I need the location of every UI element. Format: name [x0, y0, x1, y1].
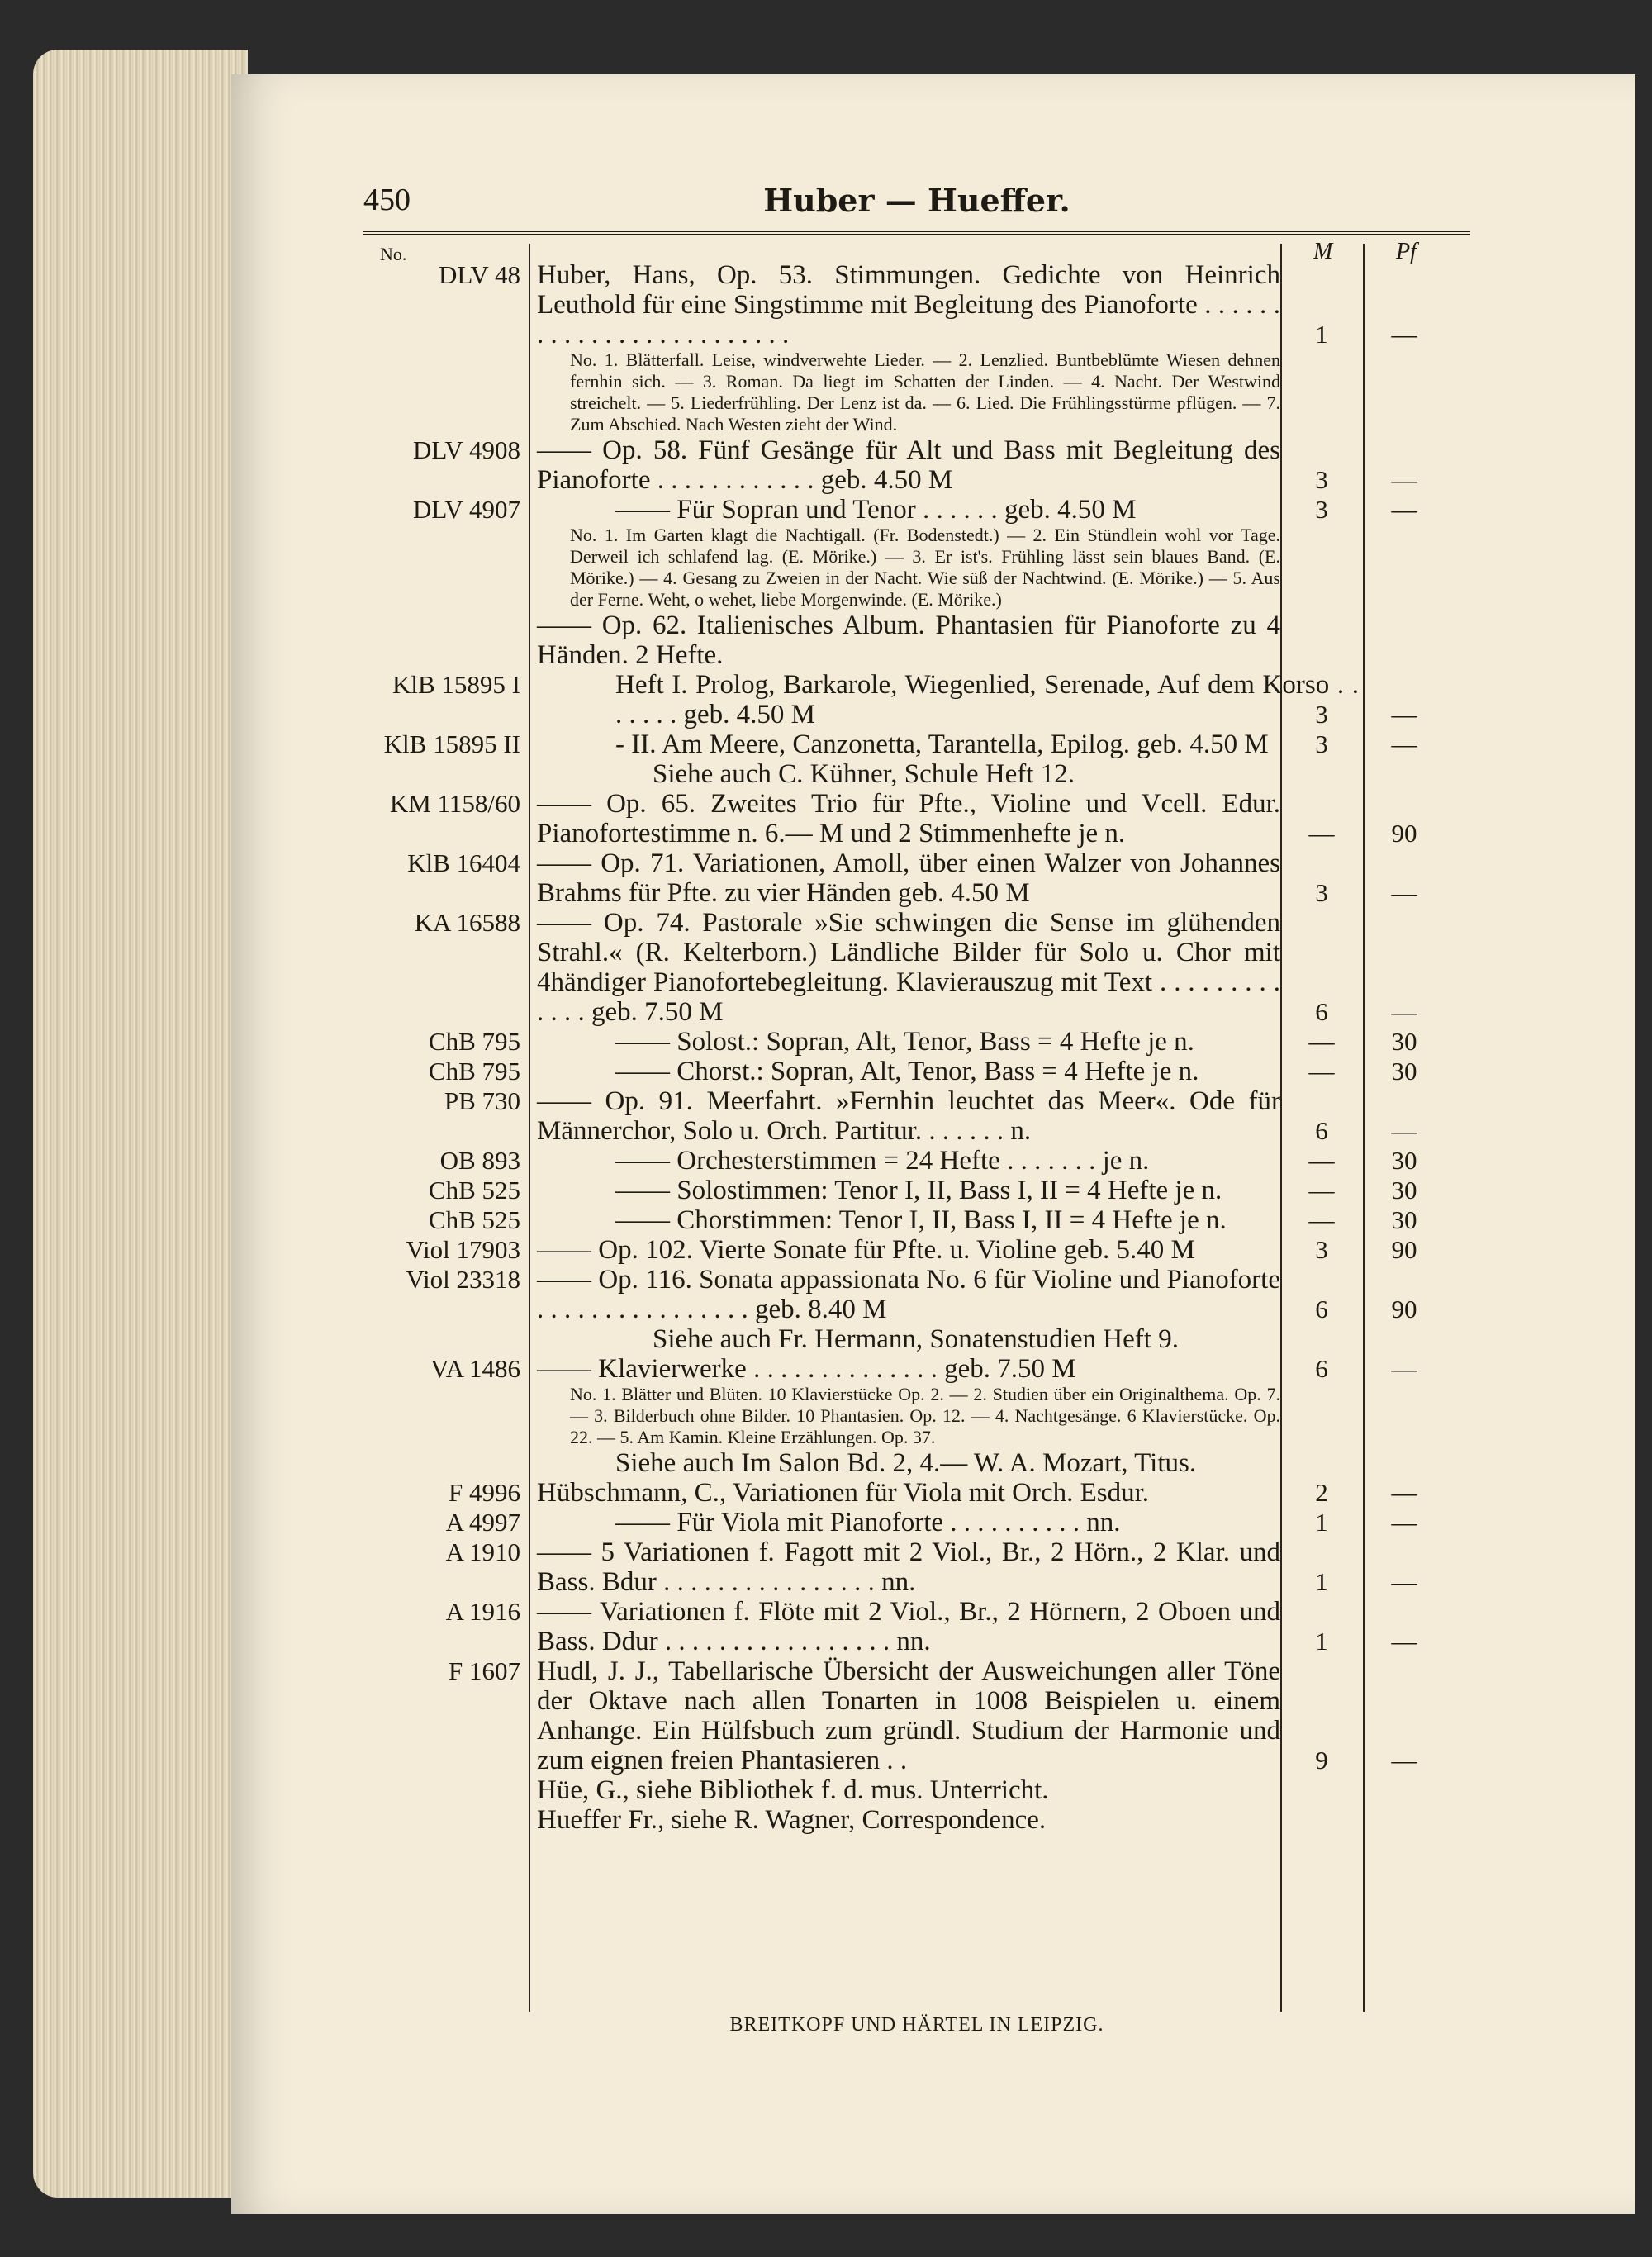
contents-note — [363, 1384, 1470, 1448]
contents-note — [363, 349, 1470, 435]
price-mark: — — [1308, 1176, 1335, 1205]
catalog-entry — [363, 1597, 1470, 1656]
running-title: Huber — Hueffer. — [763, 182, 1070, 219]
price-pfennig: 30 — [1391, 1057, 1417, 1086]
price-pfennig: — — [1391, 1354, 1417, 1383]
catalog-entry — [363, 759, 1470, 789]
price-pfennig: 90 — [1391, 1235, 1417, 1264]
price-mark: — — [1308, 819, 1335, 848]
entry-description: —— Orchesterstimmen = 24 Hefte . . . . . . . je n. — [615, 1146, 1150, 1176]
entry-description: —— Op. 91. Meerfahrt. »Fernhin leuchtet das Meer«. Ode für Männerchor, Solo u. Orch. Partitur. . . . . . . n. — [537, 1086, 1280, 1146]
entry-description: —— 5 Variationen f. Fagott mit 2 Viol., Br., 2 Hörn., 2 Klar. und Bass. Bdur . . . . . . . . . . . . . . . . nn. — [537, 1537, 1280, 1597]
catalog-entry — [363, 1265, 1470, 1324]
contents-note-text: No. 1. Im Garten klagt die Nachtigall. (Fr. Bodenstedt.) — 2. Ein Stündlein wohl vor Tage. Derweil ich schlafend lag. (E. Mörike.) — 3. Er ist's. Frühling lässt sein blaues Band. (E. Mörike.) — 4. Gesang zu Zweien in der Nacht. Wie süß der Nachtwind. (E. Mörike.) — 5. Aus der Ferne. Weht, o wehet, liebe Morgenwinde. (E. Mörike.) — [570, 525, 1280, 610]
catalog-entry — [363, 1146, 1470, 1176]
catalog-entry — [363, 1235, 1470, 1265]
entry-description: —— Solostimmen: Tenor I, II, Bass I, II = 4 Hefte je n. — [615, 1176, 1222, 1205]
price-mark: — — [1308, 1146, 1335, 1175]
catalog-entry — [363, 848, 1470, 908]
contents-note-text: No. 1. Blätter und Blüten. 10 Klavierstücke Op. 2. — 2. Studien über ein Originalthema. Op. 7. — 3. Bilderbuch ohne Bilder. 10 Phantasien. Op. 12. — 4. Nachtgesänge. 6 Klavierstücke. Op. 22. — 5. Am Kamin. Kleine Erzählungen. Op. 37. — [570, 1384, 1280, 1447]
plate-number: DLV 4908 — [412, 435, 520, 464]
book-page-edges — [33, 50, 248, 2198]
plate-number: Viol 23318 — [406, 1265, 520, 1294]
plate-number: ChB 525 — [428, 1205, 520, 1234]
catalog-entry — [363, 1086, 1470, 1146]
price-mark: 6 — [1315, 1354, 1328, 1383]
price-mark: 1 — [1315, 1627, 1328, 1656]
catalog-entry — [363, 1656, 1470, 1775]
catalog-entry — [363, 1324, 1470, 1354]
price-mark: 6 — [1315, 997, 1328, 1026]
plate-number: A 1910 — [445, 1537, 520, 1566]
plate-number: VA 1486 — [430, 1354, 520, 1383]
price-mark: 1 — [1315, 320, 1328, 349]
catalog-entry — [363, 1537, 1470, 1597]
entry-description: —— Op. 62. Italienisches Album. Phantasien für Pianoforte zu 4 Händen. 2 Hefte. — [537, 611, 1280, 670]
catalog-page — [231, 74, 1635, 2214]
catalog-entry — [363, 435, 1470, 495]
entry-description: —— Für Viola mit Pianoforte . . . . . . . . . . nn. — [615, 1508, 1121, 1537]
price-pfennig: — — [1391, 997, 1417, 1026]
entry-description: —— Chorstimmen: Tenor I, II, Bass I, II = 4 Hefte je n. — [615, 1205, 1227, 1235]
catalog-table — [363, 239, 1470, 1835]
price-mark: 3 — [1315, 495, 1328, 524]
publisher-footer: BREITKOPF UND HÄRTEL IN LEIPZIG. — [729, 2014, 1104, 2036]
entry-description: —— Op. 116. Sonata appassionata No. 6 für Violine und Pianoforte . . . . . . . . . . . . . . . . geb. 8.40 M — [537, 1265, 1280, 1324]
price-pfennig: 90 — [1391, 819, 1417, 848]
price-mark: — — [1308, 1057, 1335, 1086]
price-mark: 3 — [1315, 1235, 1328, 1264]
catalog-entry — [363, 729, 1470, 759]
entry-description: Siehe auch C. Kühner, Schule Heft 12. — [653, 759, 1075, 789]
price-pfennig: 30 — [1391, 1205, 1417, 1234]
plate-number: KlB 15895 I — [392, 670, 520, 699]
catalog-entry — [363, 1205, 1470, 1235]
price-mark: 9 — [1315, 1746, 1328, 1775]
catalog-entry — [363, 670, 1470, 729]
entry-description: - II. Am Meere, Canzonetta, Tarantella, Epilog. geb. 4.50 M — [615, 729, 1269, 759]
page-header — [363, 182, 1470, 231]
price-mark: 2 — [1315, 1478, 1328, 1507]
price-pfennig: — — [1391, 1116, 1417, 1145]
plate-number: KlB 15895 II — [383, 729, 520, 758]
plate-number: F 4996 — [449, 1478, 520, 1507]
catalog-entry — [363, 260, 1470, 349]
entry-description: Hübschmann, C., Variationen für Viola mit Orch. Esdur. — [537, 1478, 1150, 1508]
entry-description: Huber, Hans, Op. 53. Stimmungen. Gedichte von Heinrich Leuthold für eine Singstimme mit Begleitung des Pianoforte . . . . . . . . . . . . . . . . . . . . . . . . . — [537, 260, 1280, 349]
entry-description: —— Op. 102. Vierte Sonate für Pfte. u. Violine geb. 5.40 M — [537, 1235, 1195, 1265]
price-pfennig: 90 — [1391, 1295, 1417, 1323]
price-pfennig: — — [1391, 1567, 1417, 1596]
catalog-entry — [363, 789, 1470, 848]
catalog-entry — [363, 1508, 1470, 1537]
plate-number: KlB 16404 — [407, 848, 520, 877]
price-mark: 1 — [1315, 1567, 1328, 1596]
column-head-row — [363, 239, 1470, 264]
entry-description: Hudl, J. J., Tabellarische Übersicht der Ausweichungen aller Töne der Oktave nach allen Tonarten in 1008 Beispielen u. einem Anhange. Ein Hülfsbuch zum gründl. Studium der Harmonie und zum eignen freien Phantasieren . . — [537, 1656, 1280, 1775]
price-pfennig: — — [1391, 1627, 1417, 1656]
plate-number: A 4997 — [445, 1508, 520, 1537]
catalog-entry — [363, 1057, 1470, 1086]
price-mark: — — [1308, 1205, 1335, 1234]
plate-number: A 1916 — [445, 1597, 520, 1626]
price-pfennig: — — [1391, 878, 1417, 907]
entry-description: —— Chorst.: Sopran, Alt, Tenor, Bass = 4 Hefte je n. — [615, 1057, 1199, 1086]
column-head-no: No. — [380, 244, 407, 264]
entry-description: Hueffer Fr., siehe R. Wagner, Correspondence. — [537, 1805, 1047, 1835]
catalog-entry — [363, 611, 1470, 670]
catalog-entry — [363, 1478, 1470, 1508]
catalog-entry — [363, 1448, 1470, 1478]
plate-number: KM 1158/60 — [389, 789, 520, 818]
page-number: 450 — [363, 183, 411, 217]
price-pfennig: — — [1391, 465, 1417, 494]
catalog-entry — [363, 1354, 1470, 1384]
price-pfennig: — — [1391, 1508, 1417, 1537]
plate-number: DLV 48 — [438, 260, 520, 289]
price-pfennig: 30 — [1391, 1027, 1417, 1056]
entry-description: Siehe auch Im Salon Bd. 2, 4.— W. A. Mozart, Titus. — [615, 1448, 1197, 1478]
price-mark: 1 — [1315, 1508, 1328, 1537]
price-mark: 6 — [1315, 1116, 1328, 1145]
catalog-entry — [363, 1805, 1470, 1835]
entry-description: Heft I. Prolog, Barkarole, Wiegenlied, Serenade, Auf dem Korso . . . . . . . geb. 4.50 M — [615, 670, 1359, 729]
contents-note — [363, 525, 1470, 611]
entry-description: —— Variationen f. Flöte mit 2 Viol., Br., 2 Hörnern, 2 Oboen und Bass. Ddur . . . . . . . . . . . . . . . . . nn. — [537, 1597, 1280, 1656]
entry-description: —— Op. 65. Zweites Trio für Pfte., Violine und Vcell. Edur. Pianofortestimme n. 6.— M und 2 Stimmenhefte je n. — [537, 789, 1280, 848]
price-mark: 6 — [1315, 1295, 1328, 1323]
price-pfennig: — — [1391, 1478, 1417, 1507]
price-pfennig: — — [1391, 495, 1417, 524]
plate-number: ChB 795 — [428, 1057, 520, 1086]
plate-number: ChB 525 — [428, 1176, 520, 1205]
plate-number: KA 16588 — [414, 908, 520, 937]
catalog-entry — [363, 1176, 1470, 1205]
catalog-entry — [363, 908, 1470, 1027]
entry-description: —— Op. 74. Pastorale »Sie schwingen die Sense im glühenden Strahl.« (R. Kelterborn.) Ländliche Bilder für Solo u. Chor mit 4händiger Pianofortebegleitung. Klavierauszug mit Text . . . . . . . . . . . . . geb. 7.50 M — [537, 908, 1280, 1027]
plate-number: DLV 4907 — [412, 495, 520, 524]
plate-number: OB 893 — [439, 1146, 520, 1175]
price-pfennig: — — [1391, 700, 1417, 729]
price-mark: 3 — [1315, 878, 1328, 907]
price-mark: — — [1308, 1027, 1335, 1056]
plate-number: ChB 795 — [428, 1027, 520, 1056]
price-pfennig: — — [1391, 1746, 1417, 1775]
price-pfennig: 30 — [1391, 1176, 1417, 1205]
catalog-entry — [363, 1775, 1470, 1805]
entry-description: Hüe, G., siehe Bibliothek f. d. mus. Unterricht. — [537, 1775, 1049, 1805]
column-head-pfennig: Pf — [1396, 239, 1417, 264]
entry-description: —— Solost.: Sopran, Alt, Tenor, Bass = 4 Hefte je n. — [615, 1027, 1194, 1057]
catalog-entry — [363, 495, 1470, 525]
contents-note-text: No. 1. Blätterfall. Leise, windverwehte Lieder. — 2. Lenzlied. Buntbeblümte Wiesen dehnen fernhin sich. — 3. Roman. Da liegt im Schatten der Linden. — 4. Nacht. Der Westwind streichelt. — 5. Liederfrühling. Der Lenz ist da. — 6. Lied. Die Frühlingsstürme pflügen. — 7. Zum Abschied. Nach Westen zieht der Wind. — [570, 349, 1280, 435]
price-mark: 3 — [1315, 465, 1328, 494]
header-rule — [363, 231, 1470, 235]
plate-number: Viol 17903 — [406, 1235, 520, 1264]
catalog-entry — [363, 1027, 1470, 1057]
entry-description: —— Für Sopran und Tenor . . . . . . geb. 4.50 M — [615, 495, 1137, 525]
price-pfennig: — — [1391, 320, 1417, 349]
column-head-mark: M — [1313, 239, 1333, 264]
price-mark: 3 — [1315, 729, 1328, 758]
catalog-entries — [363, 260, 1470, 1835]
price-pfennig: 30 — [1391, 1146, 1417, 1175]
plate-number: PB 730 — [444, 1086, 520, 1115]
entry-description: Siehe auch Fr. Hermann, Sonatenstudien Heft 9. — [653, 1324, 1179, 1354]
plate-number: F 1607 — [449, 1656, 520, 1685]
entry-description: —— Op. 58. Fünf Gesänge für Alt und Bass mit Begleitung des Pianoforte . . . . . . . . . . . . geb. 4.50 M — [537, 435, 1280, 495]
price-pfennig: — — [1391, 729, 1417, 758]
entry-description: —— Op. 71. Variationen, Amoll, über einen Walzer von Johannes Brahms für Pfte. zu vier Händen geb. 4.50 M — [537, 848, 1280, 908]
price-mark: 3 — [1315, 700, 1328, 729]
entry-description: —— Klavierwerke . . . . . . . . . . . . . . geb. 7.50 M — [537, 1354, 1076, 1384]
